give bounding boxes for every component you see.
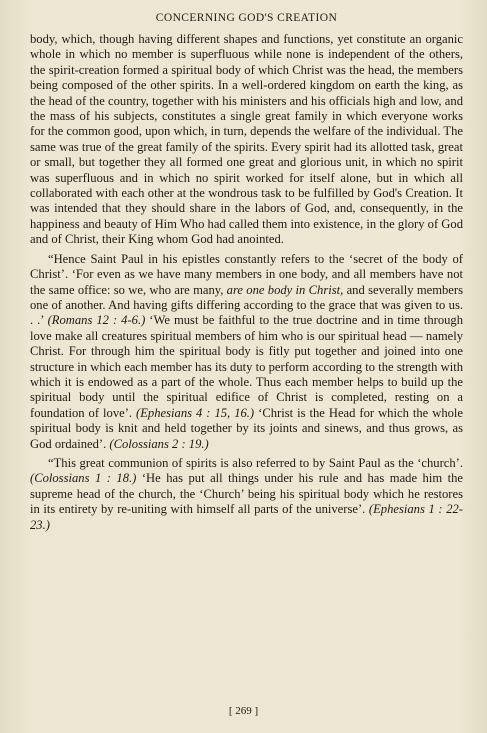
scripture-reference: are one body in Christ, xyxy=(226,282,344,297)
text-run: ‘We must be faithful to the true doctrine and in time through love make all creatures spiritual members of him who is our spiritual head — namely Christ. For through him the spiritual body is fitly put together and joined into one structure in which each member has its duty to perform according to the strength with which it is endowed as a part of the whole. Thus each member helps to build up the spiritual body until the spiritual edifice of Christ is completed, resting on a foundation of love’. xyxy=(30,313,464,420)
scripture-reference: (Ephesians 1 : 22-23.) xyxy=(30,502,463,532)
scripture-reference: (Ephesians 4 : 15, 16.) xyxy=(136,405,255,420)
running-head: CONCERNING GOD'S CREATION xyxy=(155,12,338,24)
paragraph-2 xyxy=(30,252,463,452)
text-run: body, which, though having different shapes and functions, yet constitute an organic whole in which no member is superfluous while none is independent of the others, the spirit-creation formed a spiritual body of which Christ was the head, the members being composed of the other spirits. In a well-ordered kingdom on earth the king, as the head of the country, together with his ministers and his officials high and low, and the mass of his subjects, constitutes a single great family in which everyone works for the common good, upon which, in turn, depends the welfare of the individual. The same was true of the great family of the spirits. Every spirit had its allotted task, great or small, but together they all formed one great and glorious unit, in which no spirit was superfluous and in which no spirit worked for itself alone, but in which all collaborated with each other at the wondrous task to be fulfilled by God's Creation. It was intended that they should share in the labors of God, and, consequently, in the happiness and beauty of Him Who had called them into existence, in the glory of God and of Christ, their King whom God had anointed. xyxy=(30,32,463,247)
paragraph-1 xyxy=(30,32,463,248)
text-run: and severally members one of another. And having gifts differing according to the grace that was given to us. . .’ xyxy=(30,282,463,328)
scripture-reference: (Romans 12 : 4-6.) xyxy=(47,313,146,328)
paragraph-3 xyxy=(30,456,463,533)
scripture-reference: (Colossians 2 : 19.) xyxy=(109,436,209,451)
scripture-reference: (Colossians 1 : 18.) xyxy=(30,471,137,486)
text-run: ‘Christ is the Head for which the whole spiritual body is knit and held together by its joints and sinews, and thus grows, as God ordained’. xyxy=(30,405,464,451)
text-run: “This great communion of spirits is also referred to by Saint Paul as the ‘church’. xyxy=(48,455,463,470)
page-number: [ 269 ] xyxy=(228,705,259,717)
text-run: ‘He has put all things under his rule and has made him the supreme head of the church, the ‘Church’ being his spiritual body which he restores in its entirety by re-uniting with himself all parts of the universe’. xyxy=(30,471,463,517)
text-run: “Hence Saint Paul in his epistles constantly refers to the ‘secret of the body of Christ’. ‘For even as we have many members in one body, and all members have not the same office: so we, who are many, xyxy=(30,251,463,297)
body-text xyxy=(30,32,463,533)
